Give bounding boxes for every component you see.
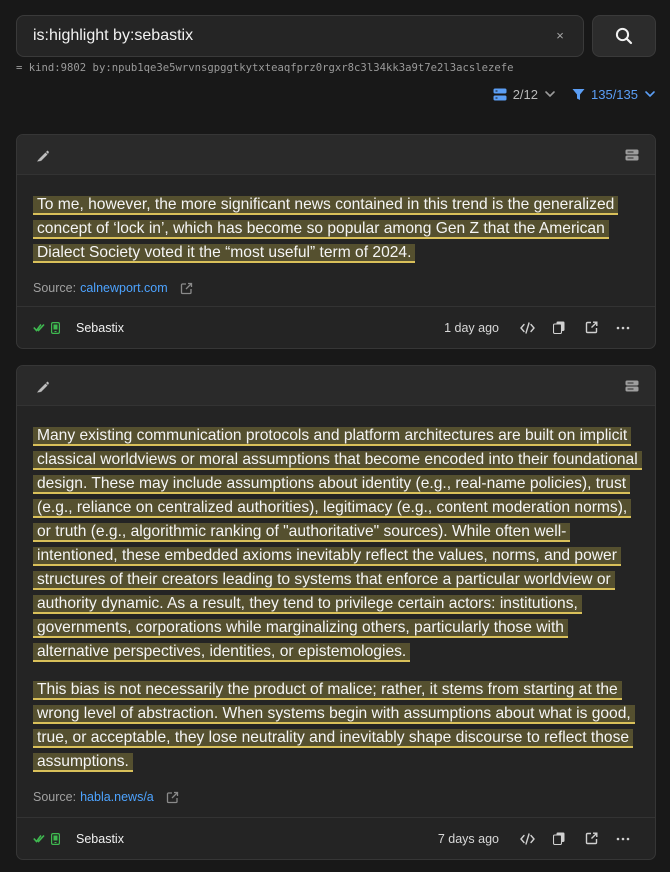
more-dots-icon xyxy=(616,837,630,841)
open-external-icon xyxy=(585,832,598,845)
open-external-icon xyxy=(585,321,598,334)
external-link-icon[interactable] xyxy=(166,791,179,804)
search-bar xyxy=(16,15,656,57)
highlight-text: Many existing communication protocols and platform architectures are built on implicit classical worldviews or moral assumptions that become encoded into their foundational design. These may include assumptions about identity (e.g., real-name policies), trust (e.g., reliance on centralized authorities), legitimacy (e.g., content moderation norms), or truth (e.g., algorithmic ranking of "authoritative" sources). While often well-intentioned, these embedded axioms inevitably reflect the values, norms, and power structures of their creators leading to systems that enforce a particular worldview or authority dynamic. As a result, they tend to privilege certain actors: institutions, governments, corporations while marginalizing others, particularly those with alternative perspectives, identities, or epistemologies. xyxy=(33,427,642,662)
highlight-quote xyxy=(17,175,655,265)
source-label: Source: xyxy=(33,790,77,804)
copy-button[interactable] xyxy=(543,827,575,851)
filter-counter[interactable] xyxy=(572,87,656,102)
author-name[interactable]: Sebastix xyxy=(76,831,124,846)
clear-search-button[interactable]: × xyxy=(556,28,564,43)
card-footer xyxy=(17,817,655,859)
open-button[interactable] xyxy=(575,316,607,340)
relay-count: 2/12 xyxy=(512,86,538,102)
more-button[interactable] xyxy=(607,827,639,851)
query-text: kind:9802 by:npub1qe3e5wrvnsgpggtkytxteaqfprz0rgxr8c3l34kk3a9t7e2l3acslezefe xyxy=(28,62,514,74)
copy-button[interactable] xyxy=(543,316,575,340)
card-actions xyxy=(438,827,639,851)
copy-icon xyxy=(553,832,565,845)
database-icon[interactable] xyxy=(625,380,639,392)
more-dots-icon xyxy=(616,326,630,330)
highlight-card xyxy=(16,365,656,860)
phone-icon xyxy=(51,322,60,334)
highlight-card xyxy=(16,134,656,349)
highlighter-pen-icon xyxy=(36,379,50,393)
search-field-wrap xyxy=(16,15,584,57)
phone-icon xyxy=(51,833,60,845)
external-link-icon[interactable] xyxy=(180,282,193,295)
search-input[interactable] xyxy=(33,16,553,56)
highlight-text: This bias is not necessarily the product of malice; rather, it stems from starting at the wrong level of abstraction. When systems begin with assumptions about what is good, true, or acceptable, they lose neutrality and inevitably shape discourse to reflect those assumptions. xyxy=(33,681,635,772)
chevron-down-icon xyxy=(544,88,556,100)
view-source-button[interactable] xyxy=(511,827,543,851)
timestamp: 7 days ago xyxy=(437,831,499,846)
chevron-down-icon xyxy=(644,88,656,100)
open-button[interactable] xyxy=(575,827,607,851)
highlight-text: To me, however, the more significant news contained in this trend is the generalized concept of ‘lock in’, which has become so popular among Gen Z that the American Dialect Society voted it the “most useful” term of 2024. xyxy=(33,196,618,263)
more-button[interactable] xyxy=(607,316,639,340)
source-line xyxy=(17,279,655,297)
code-icon xyxy=(520,833,535,845)
relay-stack-icon xyxy=(493,88,507,101)
source-label: Source: xyxy=(33,281,77,295)
source-link[interactable]: calnewport.com xyxy=(80,281,168,295)
relay-counter[interactable] xyxy=(493,87,556,102)
filter-count: 135/135 xyxy=(591,86,638,102)
author-name[interactable]: Sebastix xyxy=(76,320,124,335)
search-icon xyxy=(615,27,633,45)
view-source-button[interactable] xyxy=(511,316,543,340)
card-header xyxy=(17,366,655,406)
source-link[interactable]: habla.news/a xyxy=(80,790,154,804)
double-check-icon xyxy=(33,833,45,845)
database-icon[interactable] xyxy=(625,149,639,161)
filter-icon xyxy=(572,88,585,101)
copy-icon xyxy=(553,321,565,334)
code-icon xyxy=(520,322,535,334)
double-check-icon xyxy=(33,322,45,334)
query-prefix: = xyxy=(16,62,23,74)
result-counters xyxy=(493,85,656,103)
author-info xyxy=(33,321,124,335)
card-footer xyxy=(17,306,655,348)
search-button[interactable] xyxy=(592,15,656,57)
author-info xyxy=(33,832,124,846)
highlighter-pen-icon xyxy=(36,148,50,162)
card-actions xyxy=(444,316,639,340)
query-string xyxy=(16,62,514,74)
timestamp: 1 day ago xyxy=(444,320,499,335)
source-line xyxy=(17,788,655,806)
highlight-quote xyxy=(17,406,655,774)
card-header xyxy=(17,135,655,175)
